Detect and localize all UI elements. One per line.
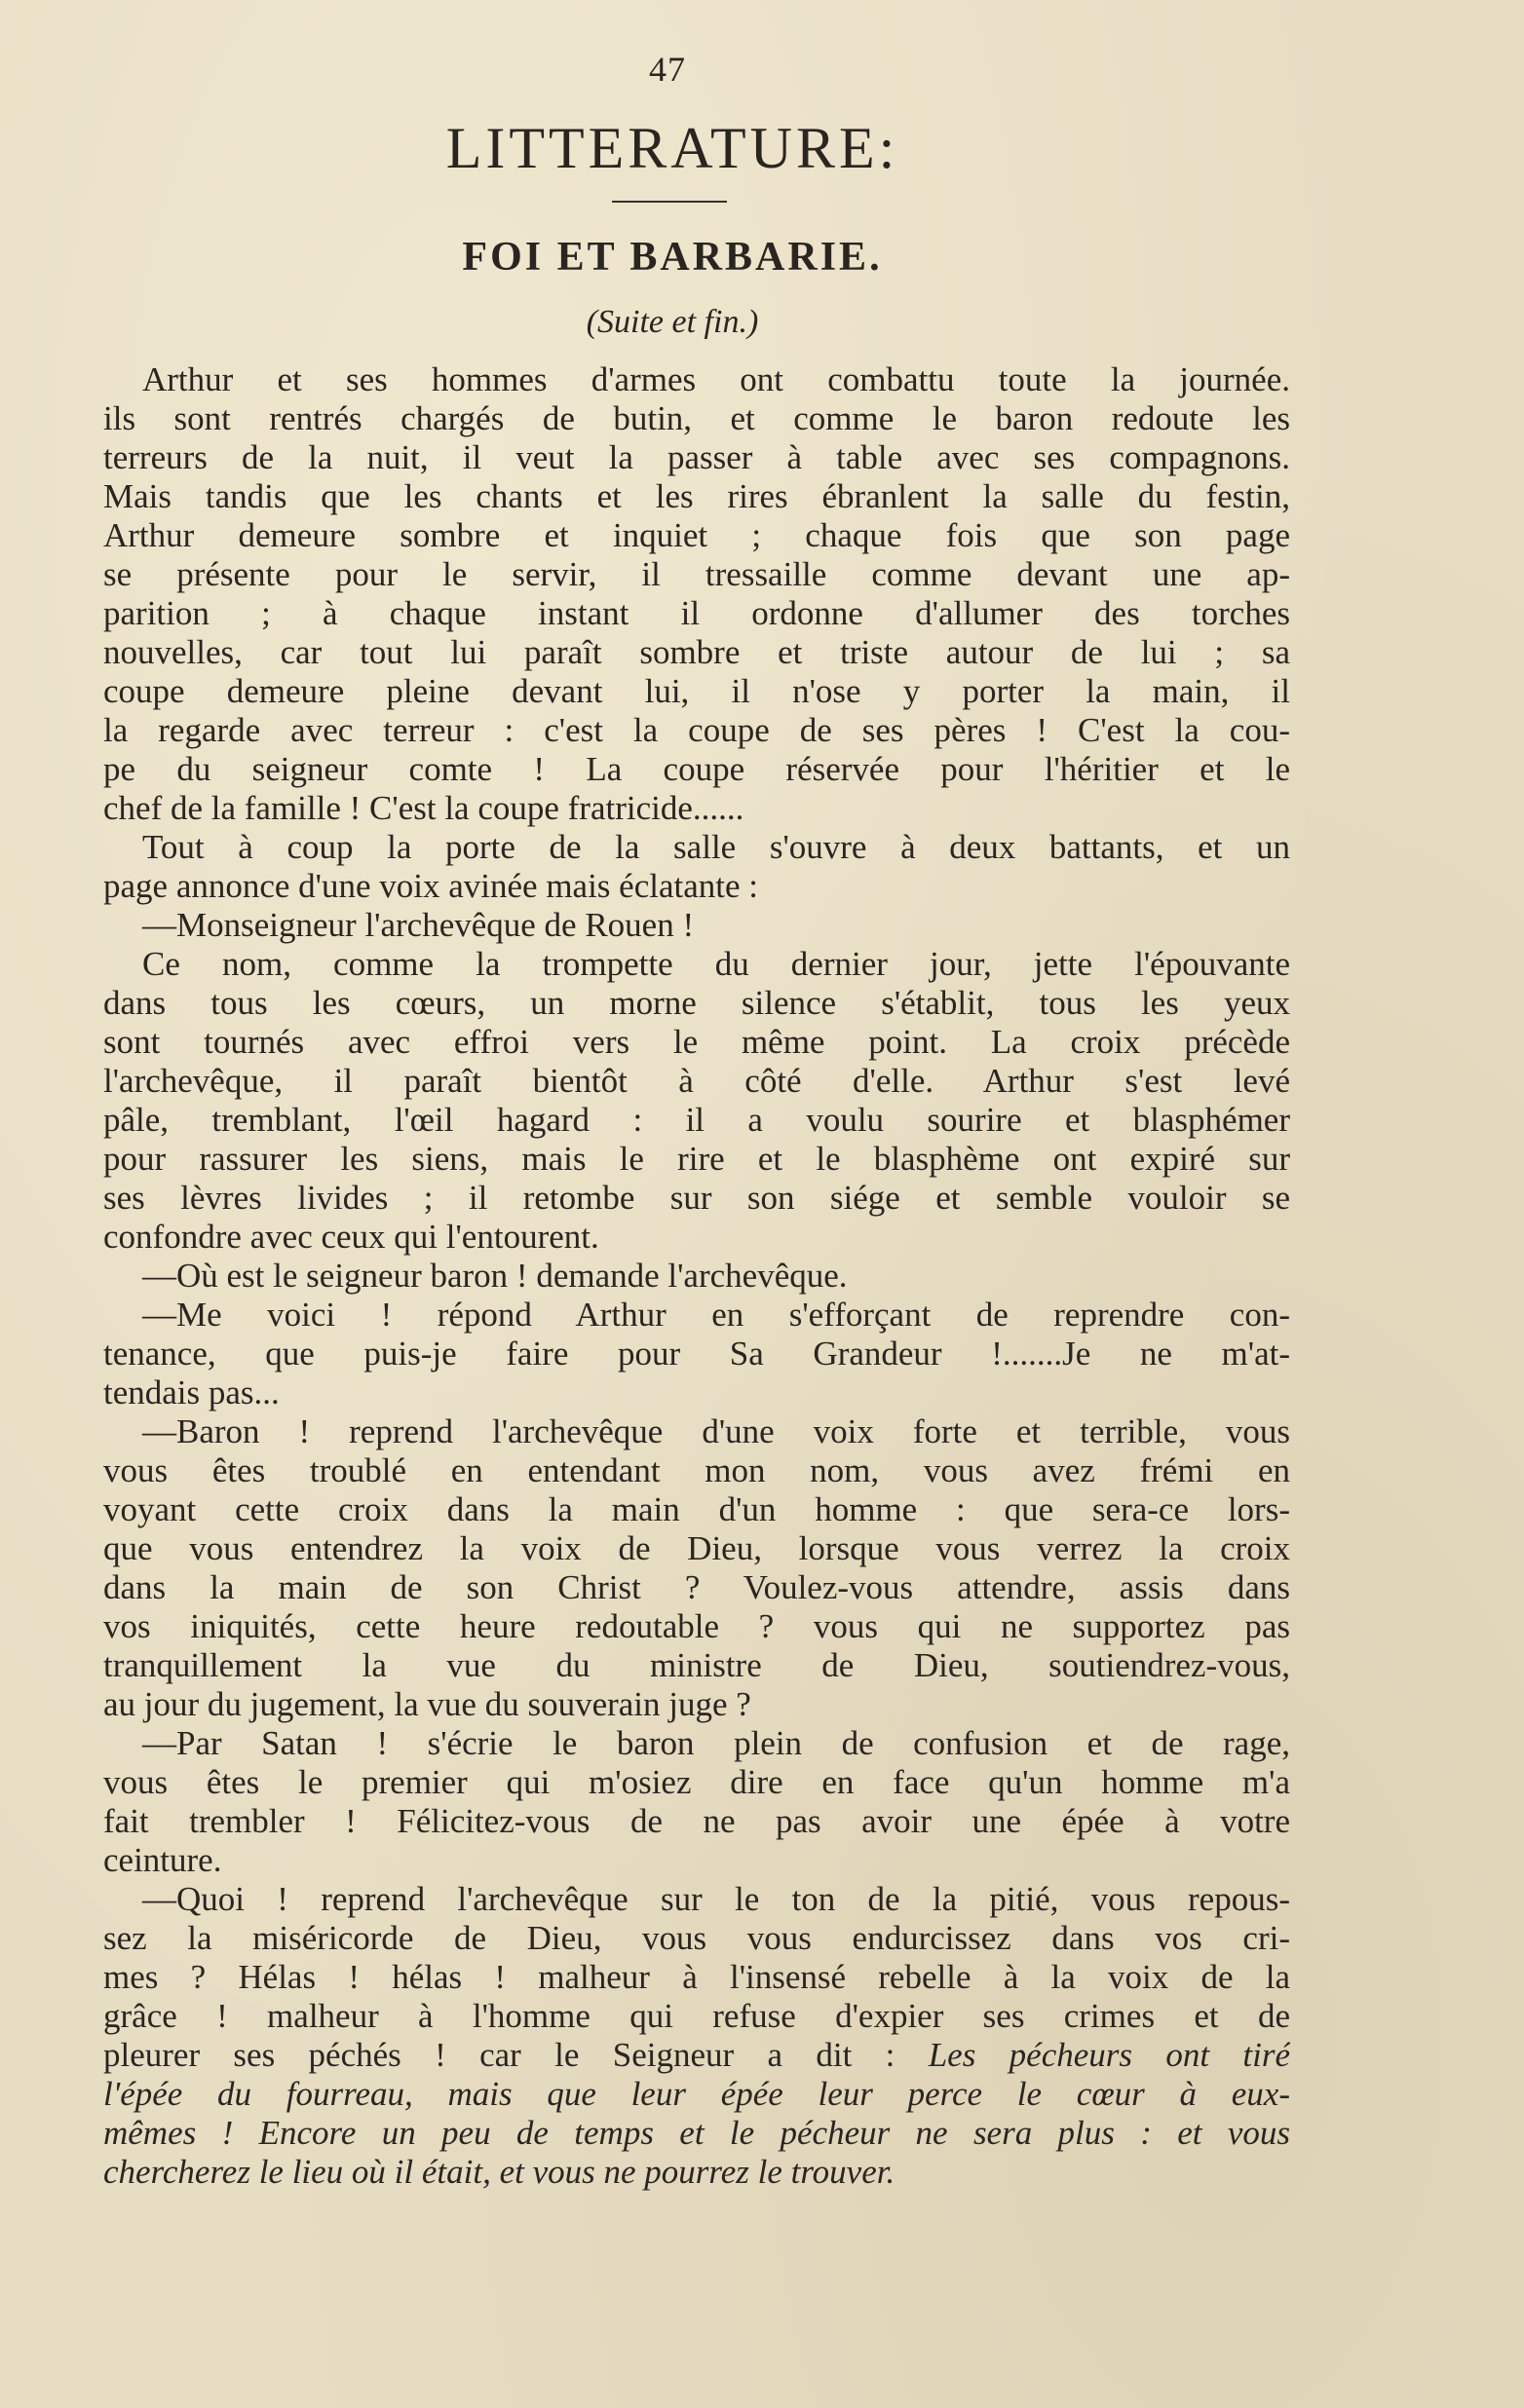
text-line [103,1101,1290,1140]
text-line [103,945,1290,984]
text-line-content: —Monseigneur l'archevêque de Rouen ! [142,906,695,944]
text-line [103,1607,1290,1646]
text-line [103,1373,1290,1412]
text-line [103,672,1290,711]
text-line [103,1140,1290,1179]
text-line [103,1490,1290,1529]
text-line-content: que vous entendrez la voix de Dieu, lorsque vous verrez la croix [103,1529,1290,1567]
text-line-content: —Quoi ! reprend l'archevêque sur le ton de la pitié, vous repous- [142,1880,1290,1918]
text-line-content: Arthur demeure sombre et inquiet ; chaque fois que son page [103,516,1290,554]
text-line-content: fait trembler ! Félicitez-vous de ne pas avoir une épée à votre [103,1802,1290,1840]
text-line-content: pe du seigneur comte ! La coupe réservée pour l'héritier et le [103,750,1290,788]
text-line [103,360,1290,399]
text-line [103,1841,1290,1880]
text-line [103,1529,1290,1568]
text-line-content: pour rassurer les siens, mais le rire et le blasphème ont expiré sur [103,1140,1290,1178]
text-line [103,594,1290,633]
text-line-content: sont tournés avec effroi vers le même point. La croix précède [103,1023,1290,1061]
text-line [103,1023,1290,1062]
text-line-content: —Par Satan ! s'écrie le baron plein de confusion et de rage, [142,1724,1290,1762]
text-line [103,1568,1290,1607]
text-line-content: coupe demeure pleine devant lui, il n'ose y porter la main, il [103,672,1290,710]
text-line [103,1451,1290,1490]
text-line-content: page annonce d'une voix avinée mais éclatante : [103,867,758,905]
text-line-content: ceinture. [103,1841,222,1879]
section-title: LITTERATURE: [445,116,899,180]
text-line-content: ils sont rentrés chargés de butin, et comme le baron redoute les [103,399,1290,437]
page-number: 47 [649,50,686,89]
text-line [103,438,1290,477]
text-line [103,984,1290,1023]
text-line [103,1880,1290,1919]
text-line [103,1296,1290,1335]
text-line-content: voyant cette croix dans la main d'un homme : que sera-ce lors- [103,1490,1290,1528]
text-line-content: dans la main de son Christ ? Voulez-vous attendre, assis dans [103,1568,1290,1606]
text-line-content: vous êtes le premier qui m'osiez dire en face qu'un homme m'a [103,1763,1290,1801]
text-line [103,1335,1290,1373]
text-line [103,711,1290,750]
text-line [103,1646,1290,1685]
text-line [103,1724,1290,1763]
text-line-content: parition ; à chaque instant il ordonne d'allumer des torches [103,594,1290,632]
text-line [103,2075,1290,2114]
text-line-content: l'épée du fourreau, mais que leur épée leur perce le cœur à eux- [103,2075,1290,2113]
text-line [103,555,1290,594]
text-line-content: pleurer ses péchés ! car le Seigneur a dit : [103,2036,895,2074]
text-line-content: pâle, tremblant, l'œil hagard : il a voulu sourire et blasphémer [103,1101,1290,1139]
text-line-content: confondre avec ceux qui l'entourent. [103,1218,599,1256]
text-line [103,2114,1290,2153]
article-subtitle: (Suite et fin.) [586,304,759,340]
text-line [103,750,1290,789]
text-line-content: —Où est le seigneur baron ! demande l'archevêque. [142,1257,848,1295]
title-divider [612,201,727,203]
text-line [103,1958,1290,1997]
text-line-content: nouvelles, car tout lui paraît sombre et triste autour de lui ; sa [103,633,1290,671]
article-body [103,360,1290,2192]
text-line-content: chercherez le lieu où il était, et vous ne pourrez le trouver. [103,2153,895,2191]
text-line [103,399,1290,438]
text-line [103,1685,1290,1724]
text-line-content: dans tous les cœurs, un morne silence s'établit, tous les yeux [103,984,1290,1022]
text-line [103,1062,1290,1101]
text-line-content: Arthur et ses hommes d'armes ont combattu toute la journée. [142,360,1290,398]
text-line-content: mes ? Hélas ! hélas ! malheur à l'insensé rebelle à la voix de la [103,1958,1290,1996]
text-line [103,828,1290,867]
text-line-content: tenance, que puis-je faire pour Sa Grandeur !.......Je ne m'at- [103,1335,1290,1373]
text-line [103,1763,1290,1802]
text-line [103,1257,1290,1296]
text-line-content: tranquillement la vue du ministre de Dieu, soutiendrez-vous, [103,1646,1290,1684]
text-line-content: —Me voici ! répond Arthur en s'efforçant de reprendre con- [142,1296,1290,1334]
text-line [103,1919,1290,1958]
text-line-content: Tout à coup la porte de la salle s'ouvre à deux battants, et un [142,828,1290,866]
text-line-content: grâce ! malheur à l'homme qui refuse d'expier ses crimes et de [103,1997,1290,2035]
article-title: FOI ET BARBARIE. [462,235,883,280]
text-line [103,789,1290,828]
text-line [103,1218,1290,1257]
text-line-content: la regarde avec terreur : c'est la coupe de ses pères ! C'est la cou- [103,711,1290,749]
text-line-italic-tail: Les pécheurs ont tiré [928,2036,1290,2074]
text-line-content: mêmes ! Encore un peu de temps et le pécheur ne sera plus : et vous [103,2114,1290,2152]
text-line [103,477,1290,516]
text-line-content: tendais pas... [103,1373,280,1411]
text-line-content: —Baron ! reprend l'archevêque d'une voix forte et terrible, vous [142,1412,1290,1450]
text-line [103,2036,1290,2075]
text-line [103,1802,1290,1841]
text-line-content: chef de la famille ! C'est la coupe fratricide...... [103,789,744,827]
text-line-content: au jour du jugement, la vue du souverain juge ? [103,1685,751,1723]
text-line-content: vous êtes troublé en entendant mon nom, vous avez frémi en [103,1451,1290,1489]
text-line [103,1412,1290,1451]
text-line [103,516,1290,555]
text-line-content: Mais tandis que les chants et les rires ébranlent la salle du festin, [103,477,1290,515]
text-line-content: se présente pour le servir, il tressaille comme devant une ap- [103,555,1290,593]
text-line-content: sez la miséricorde de Dieu, vous vous endurcissez dans vos cri- [103,1919,1290,1957]
text-line [103,1997,1290,2036]
text-line-content: ses lèvres livides ; il retombe sur son siége et semble vouloir se [103,1179,1290,1217]
text-line-content: Ce nom, comme la trompette du dernier jour, jette l'épouvante [142,945,1290,983]
text-line-content: l'archevêque, il paraît bientôt à côté d'elle. Arthur s'est levé [103,1062,1290,1100]
text-line [103,2153,1290,2192]
text-line-content: terreurs de la nuit, il veut la passer à table avec ses compagnons. [103,438,1290,476]
text-line-content: vos iniquités, cette heure redoutable ? vous qui ne supportez pas [103,1607,1290,1645]
text-line [103,1179,1290,1218]
text-line [103,633,1290,672]
text-line [103,867,1290,906]
text-line [103,906,1290,945]
